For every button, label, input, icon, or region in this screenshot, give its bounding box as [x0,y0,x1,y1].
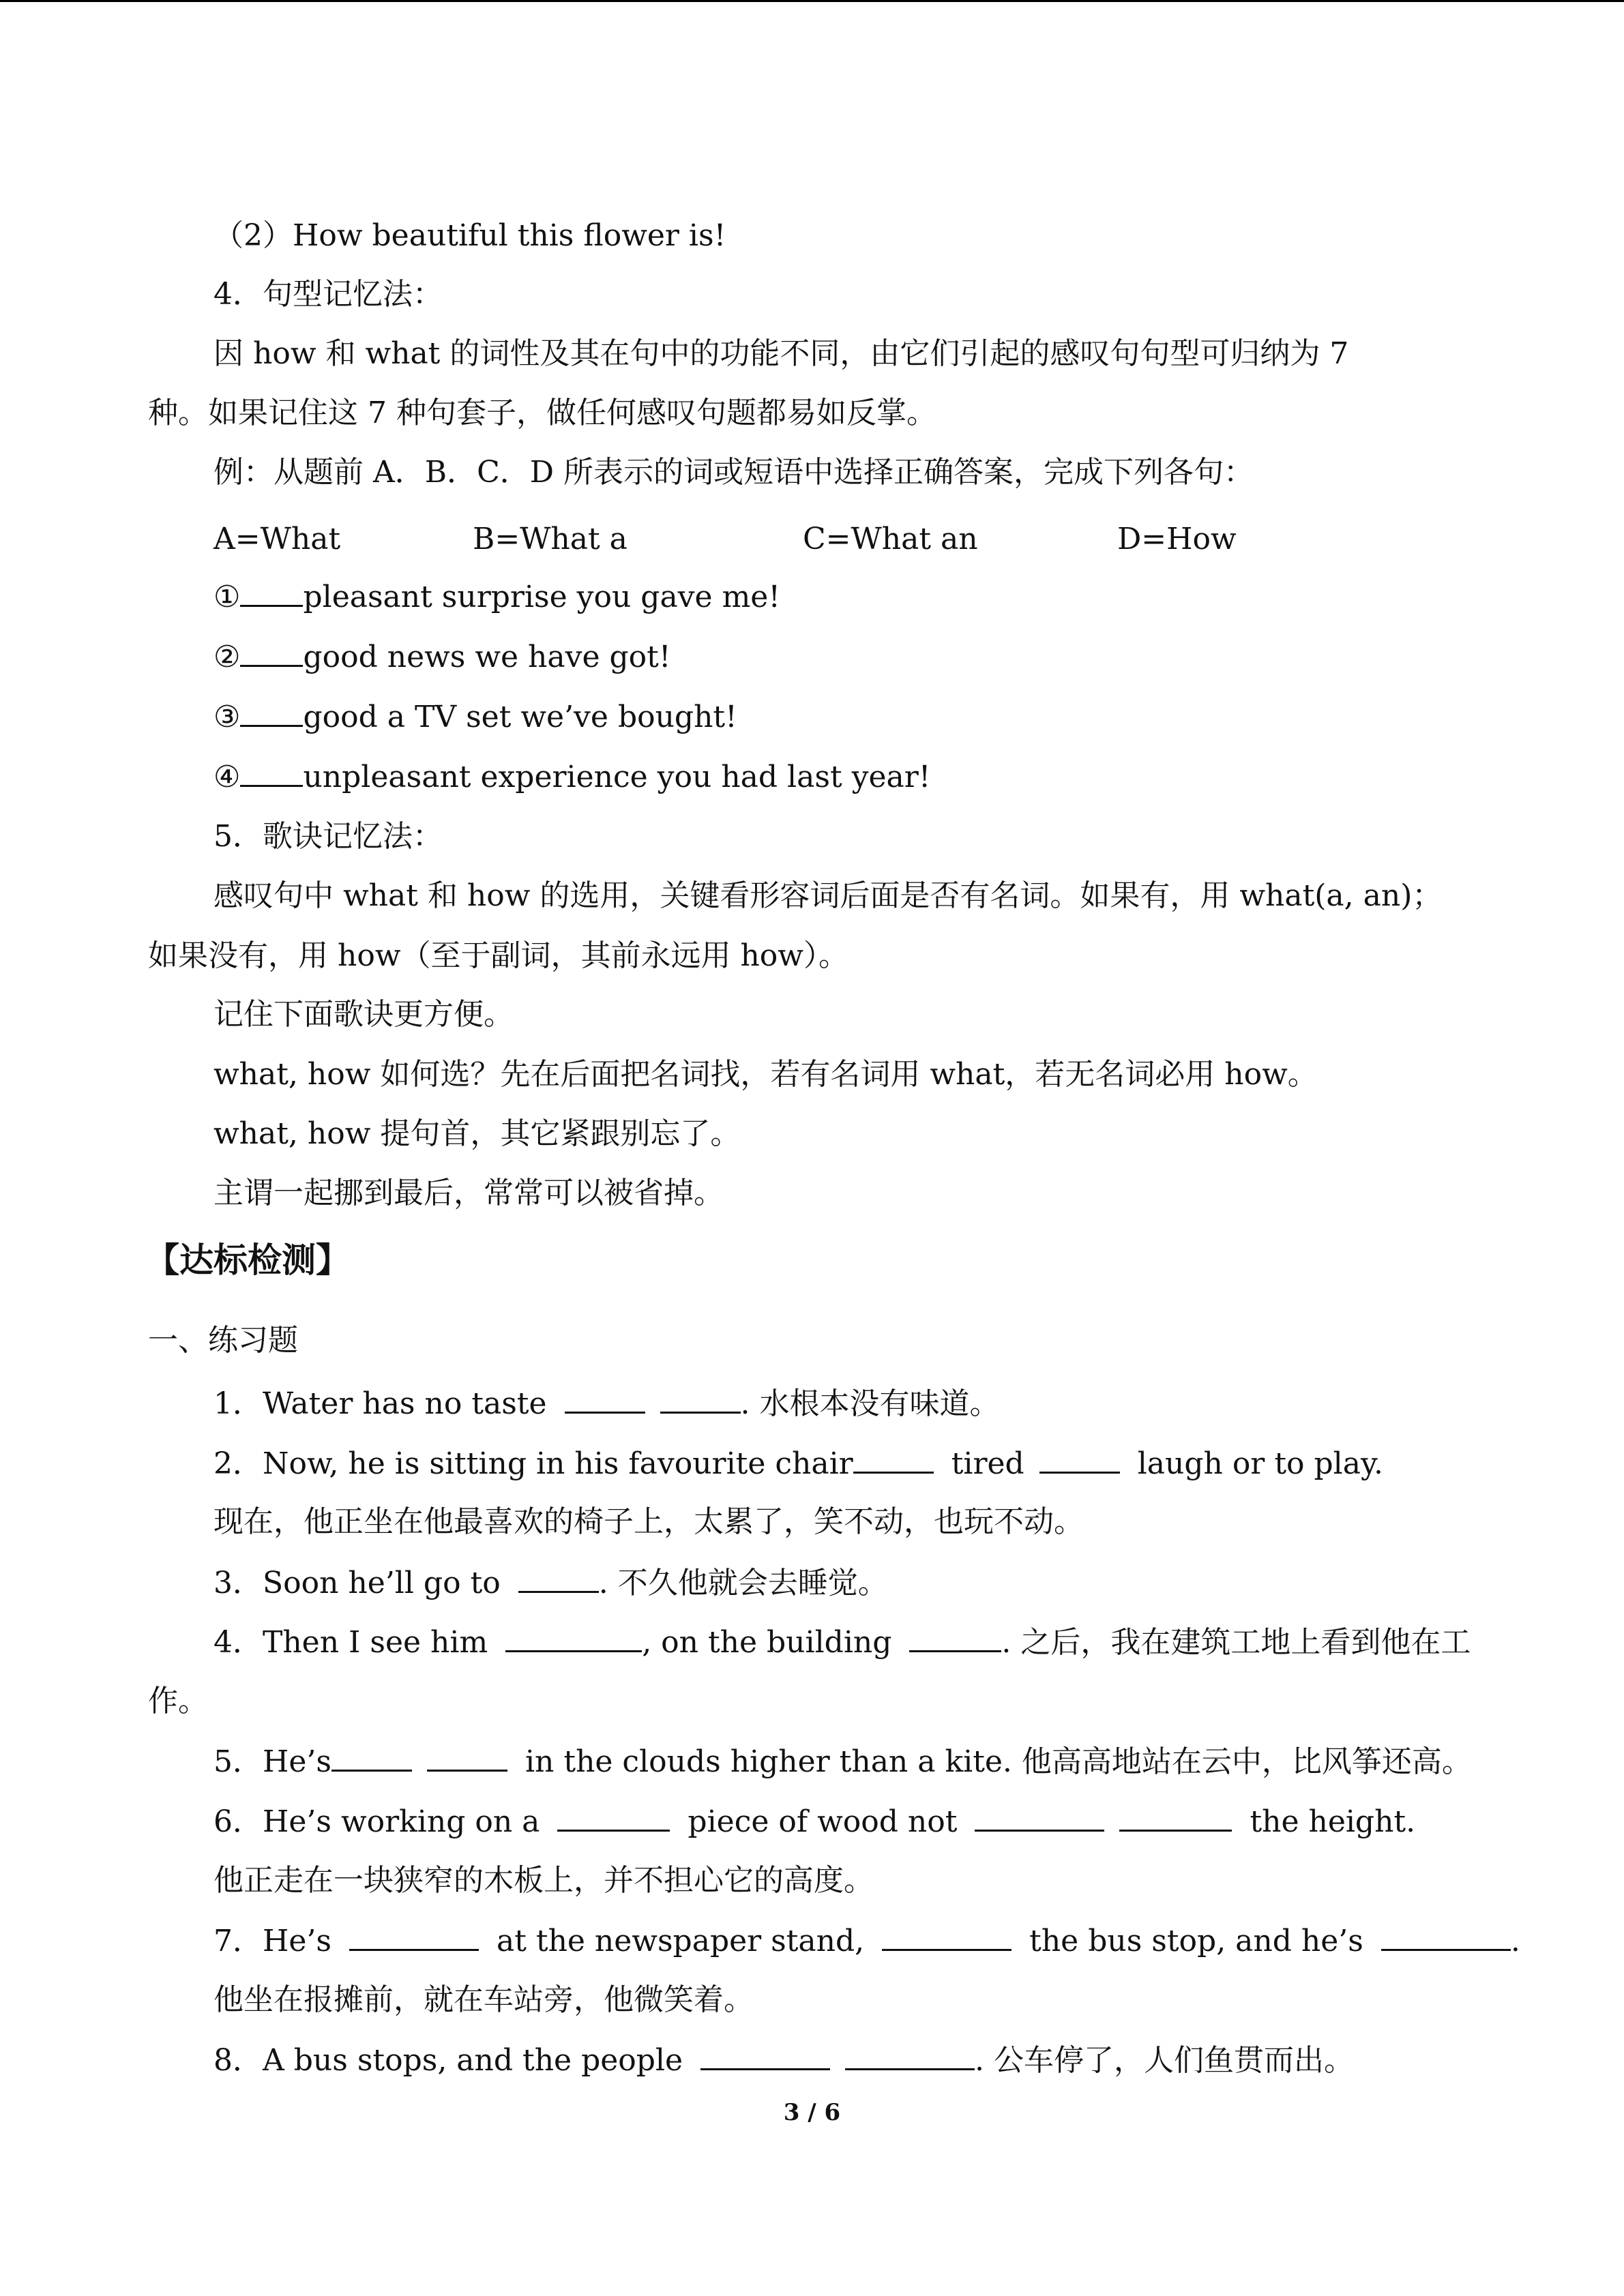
method-4-title: 4．句型记忆法： [213,277,443,312]
example-sentence-2: （2）How beautiful this flower is! [213,218,726,253]
exercise-text: 6．He’s working on a [213,1804,540,1839]
question-text: good a TV set we’ve bought! [303,700,737,734]
answer-blank[interactable] [975,1802,1104,1832]
answer-blank[interactable] [349,1922,479,1951]
exercise-3 [213,1564,888,1602]
question-number: ① [213,580,241,614]
answer-blank[interactable] [518,1564,599,1593]
question-4 [213,758,930,796]
exercise-text: . 不久他就会去睡觉。 [598,1566,888,1600]
exercise-1 [213,1384,1000,1422]
exercise-text: in the clouds higher than a kite. 他高高地站在云中，比风筝还高。 [525,1744,1472,1779]
exercise-2-translation: 现在，他正坐在他最喜欢的椅子上，太累了，笑不动，也玩不动。 [213,1504,1084,1539]
answer-blank[interactable] [240,638,303,667]
answer-blank[interactable] [240,578,303,607]
instruction-line: 例：从题前 A．B．C．D 所表示的词或短语中选择正确答案，完成下列各句： [213,455,1254,490]
exercise-text: at the newspaper stand, [496,1924,865,1958]
question-2 [213,638,671,676]
option-d: D=How [1117,522,1237,556]
exercise-text: piece of wood not [688,1804,958,1839]
answer-blank[interactable] [427,1742,507,1772]
exercise-4 [213,1623,1471,1661]
paragraph-line: 种。如果记住这 7 种句套子，做任何感叹句题都易如反掌。 [148,396,936,430]
answer-blank[interactable] [240,758,303,787]
rhyme-line: 主谓一起挪到最后，常常可以被省掉。 [213,1176,724,1210]
page-number: 3 / 6 [783,2099,841,2126]
exercise-text: . [1510,1924,1520,1958]
answer-blank[interactable] [505,1623,642,1652]
method-5-title: 5．歌诀记忆法： [213,819,443,854]
exercise-7-translation: 他坐在报摊前，就在车站旁，他微笑着。 [213,1982,754,2017]
exercise-2 [213,1444,1383,1482]
exercise-4-continuation: 作。 [148,1684,208,1718]
exercise-text: 5．He’s [213,1744,331,1779]
answer-blank[interactable] [700,2041,830,2070]
answer-blank[interactable] [882,1922,1012,1951]
exercise-text: , on the building [642,1625,892,1660]
option-a: A=What [213,522,341,556]
option-b: B=What a [473,522,628,556]
section-heading: 【达标检测】 [145,1240,350,1280]
answer-blank[interactable] [240,698,303,727]
exercise-6 [213,1802,1415,1840]
exercise-text: 1．Water has no taste [213,1386,547,1421]
paragraph-line: 如果没有，用 how（至于副词，其前永远用 how）。 [148,938,848,973]
exercise-text: laugh or to play. [1137,1446,1383,1481]
answer-blank[interactable] [1039,1444,1120,1474]
paragraph-line: 记住下面歌诀更方便。 [213,997,514,1032]
question-text: good news we have got! [303,640,671,674]
rhyme-line: what, how 提句首，其它紧跟别忘了。 [213,1116,741,1151]
rhyme-line: what, how 如何选？先在后面把名词找，若有名词用 what，若无名词必用 how。 [213,1057,1318,1092]
question-number: ④ [213,760,241,794]
answer-blank[interactable] [853,1444,934,1474]
exercise-text: 4．Then I see him [213,1625,488,1660]
options-row [0,520,1624,558]
paragraph-line: 感叹句中 what 和 how 的选用，关键看形容词后面是否有名词。如果有，用 what(a, an)； [213,878,1443,913]
exercise-8 [213,2041,1354,2079]
exercise-text: . 水根本没有味道。 [740,1386,1000,1421]
question-number: ③ [213,700,241,734]
question-text: pleasant surprise you gave me! [303,580,781,614]
question-1 [213,578,780,616]
exercise-6-translation: 他正走在一块狭窄的木板上，并不担心它的高度。 [213,1863,874,1898]
exercise-text: . 公车停了，人们鱼贯而出。 [975,2043,1355,2078]
answer-blank[interactable] [845,2041,975,2070]
answer-blank[interactable] [1381,1922,1511,1951]
exercise-subheading: 一、练习题 [148,1323,298,1358]
answer-blank[interactable] [331,1742,412,1772]
question-text: unpleasant experience you had last year! [303,760,931,794]
exercise-text: . 之后，我在建筑工地上看到他在工 [1001,1625,1471,1660]
exercise-7 [213,1922,1520,1960]
answer-blank[interactable] [660,1384,741,1414]
answer-blank[interactable] [565,1384,645,1414]
answer-blank[interactable] [557,1802,670,1832]
exercise-text: 7．He’s [213,1924,331,1958]
paragraph-line: 因 how 和 what 的词性及其在句中的功能不同，由它们引起的感叹句句型可归纳为 7 [213,336,1349,371]
question-3 [213,698,737,736]
exercise-5 [213,1742,1472,1780]
option-c: C=What an [803,522,978,556]
answer-blank[interactable] [1119,1802,1232,1832]
exercise-text: 8．A bus stops, and the people [213,2043,683,2078]
exercise-text: 2．Now, he is sitting in his favourite chair [213,1446,853,1481]
question-number: ② [213,640,241,674]
exercise-text: the height. [1250,1804,1416,1839]
exercise-text: tired [951,1446,1024,1481]
exercise-text: 3．Soon he’ll go to [213,1566,501,1600]
exercise-text: the bus stop, and he’s [1029,1924,1363,1958]
answer-blank[interactable] [909,1623,1001,1652]
